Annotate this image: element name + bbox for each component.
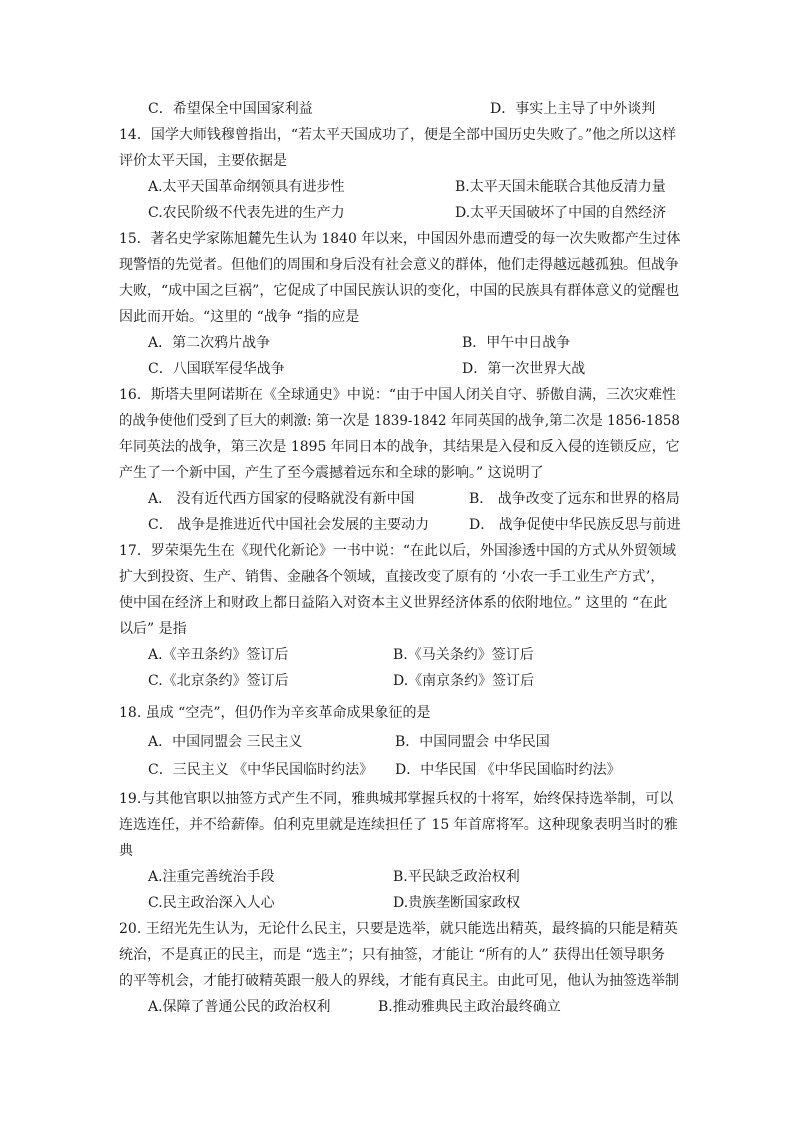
- q17-stem-line-3: 使中国在经济上和财政上都日益陷入对资本主义世界经济体系的依附地位。” 这里的 “在此: [119, 595, 668, 611]
- q16-stem-line-4: 产生了一个新中国，产生了至今震撼着远东和全球的影响。” 这说明了: [119, 465, 544, 481]
- q14-option-b: B.太平天国未能联合其他反清力量: [455, 179, 666, 195]
- q14-stem-line-1: 14．国学大师钱穆曾指出，“若太平天国成功了，便是全部中国历史失败了。”他之所以这样: [119, 127, 677, 143]
- q15-stem-line-3: 大败，“成中国之巨祸”，它促成了中国民族认识的变化，中国的民族具有群体意义的觉醒也: [119, 283, 680, 299]
- q16-stem-line-3: 年同英法的战争，第三次是 1895 年同日本的战争，其结果是入侵和反入侵的连锁反应，它: [119, 439, 680, 455]
- q14-stem-line-2: 评价太平天国，主要依据是: [119, 153, 287, 169]
- q15-stem-line-4: 因此而开始。“这里的 “战争 “指的应是: [119, 309, 360, 325]
- q19-option-b: B.平民缺乏政治权利: [393, 869, 520, 885]
- q16-option-a: A． 没有近代西方国家的侵略就没有新中国: [148, 491, 415, 507]
- q15-option-c: C．八国联军侵华战争: [148, 361, 285, 377]
- q13-option-d: D．事实上主导了中外谈判: [490, 101, 656, 117]
- q16-stem-line-1: 16．斯塔夫里阿诺斯在《全球通史》中说：“由于中国人闭关自守、骄傲自满，三次灾难性: [119, 387, 676, 403]
- q13-option-c: C．希望保全中国国家利益: [148, 101, 313, 117]
- q17-option-d: D.《南京条约》签订后: [393, 673, 535, 689]
- q18-stem-line-1: 18. 虽成 “空壳”，但仍作为辛亥革命成果象征的是: [119, 705, 431, 721]
- q19-stem-line-3: 典: [119, 843, 133, 859]
- q14-option-a: A.太平天国革命纲领具有进步性: [148, 179, 345, 195]
- q17-option-c: C.《北京条约》签订后: [148, 673, 289, 689]
- q20-option-a: A.保障了普通公民的政治权利: [148, 999, 331, 1015]
- q18-option-b: B．中国同盟会 中华民国: [395, 734, 550, 750]
- q16-option-d: D． 战争促使中华民族反思与前进: [469, 517, 681, 533]
- q14-option-d: D.太平天国破坏了中国的自然经济: [455, 205, 667, 221]
- q14-option-c: C.农民阶级不代表先进的生产力: [148, 205, 345, 221]
- q20-stem-line-3: 的平等机会，才能打破精英跟一般人的界线，才能有真民主。由此可见，他认为抽签选举制: [119, 973, 679, 989]
- q18-option-c: C．三民主义 《中华民国临时约法》: [148, 762, 374, 778]
- q15-option-a: A．第二次鸦片战争: [148, 335, 271, 351]
- q19-option-c: C.民主政治深入人心: [148, 895, 275, 911]
- q19-option-a: A.注重完善统治手段: [148, 869, 275, 885]
- q19-stem-line-1: 19.与其他官职以抽签方式产生不同，雅典城邦掌握兵权的十将军，始终保持选举制，可以: [119, 791, 674, 807]
- q17-stem-line-4: 以后” 是指: [119, 621, 187, 637]
- q16-stem-line-2: 的战争使他们受到了巨大的刺激: 第一次是 1839-1842 年同英国的战争,第二次是 1856-1858: [119, 413, 680, 429]
- q17-stem-line-2: 扩大到投资、生产、销售、金融各个领域，直接改变了原有的 ‘小农一手工业生产方式’，: [119, 569, 665, 585]
- q17-stem-line-1: 17．罗荣渠先生在《现代化新论》一书中说：“在此以后，外国渗透中国的方式从外贸领域: [119, 543, 676, 559]
- q18-option-a: A．中国同盟会 三民主义: [148, 734, 303, 750]
- q18-option-d: D．中华民国 《中华民国临时约法》: [395, 762, 621, 778]
- q19-option-d: D.贵族垄断国家政权: [393, 895, 521, 911]
- q15-option-b: B．甲午中日战争: [462, 335, 571, 351]
- q20-option-b: B.推动雅典民主政治最终确立: [378, 999, 561, 1015]
- q17-option-a: A.《辛丑条约》签订后: [148, 647, 289, 663]
- q17-option-b: B.《马关条约》签订后: [393, 647, 534, 663]
- q20-stem-line-2: 统治，不是真正的民主，而是 “选主”；只有抽签，才能让 “所有的人” 获得出任领导职务: [119, 947, 665, 963]
- q16-option-b: B． 战争改变了远东和世界的格局: [469, 491, 680, 507]
- q15-option-d: D．第一次世界大战: [462, 361, 586, 377]
- q19-stem-line-2: 连选连任，并不给薪俸。伯利克里就是连续担任了 15 年首席将军。这种现象表明当时的雅: [119, 817, 678, 833]
- q15-stem-line-1: 15．著名史学家陈旭麓先生认为 1840 年以来，中国因外患而遭受的每一次失败都产生过体: [119, 231, 681, 247]
- q20-stem-line-1: 20. 王绍光先生认为，无论什么民主，只要是选举，就只能选出精英，最终搞的只能是精英: [119, 921, 678, 937]
- q15-stem-line-2: 现警悟的先觉者。但他们的周围和身后没有社会意义的群体，他们走得越远越孤独。但战争: [119, 257, 679, 273]
- q16-option-c: C． 战争是推进近代中国社会发展的主要动力: [148, 517, 430, 533]
